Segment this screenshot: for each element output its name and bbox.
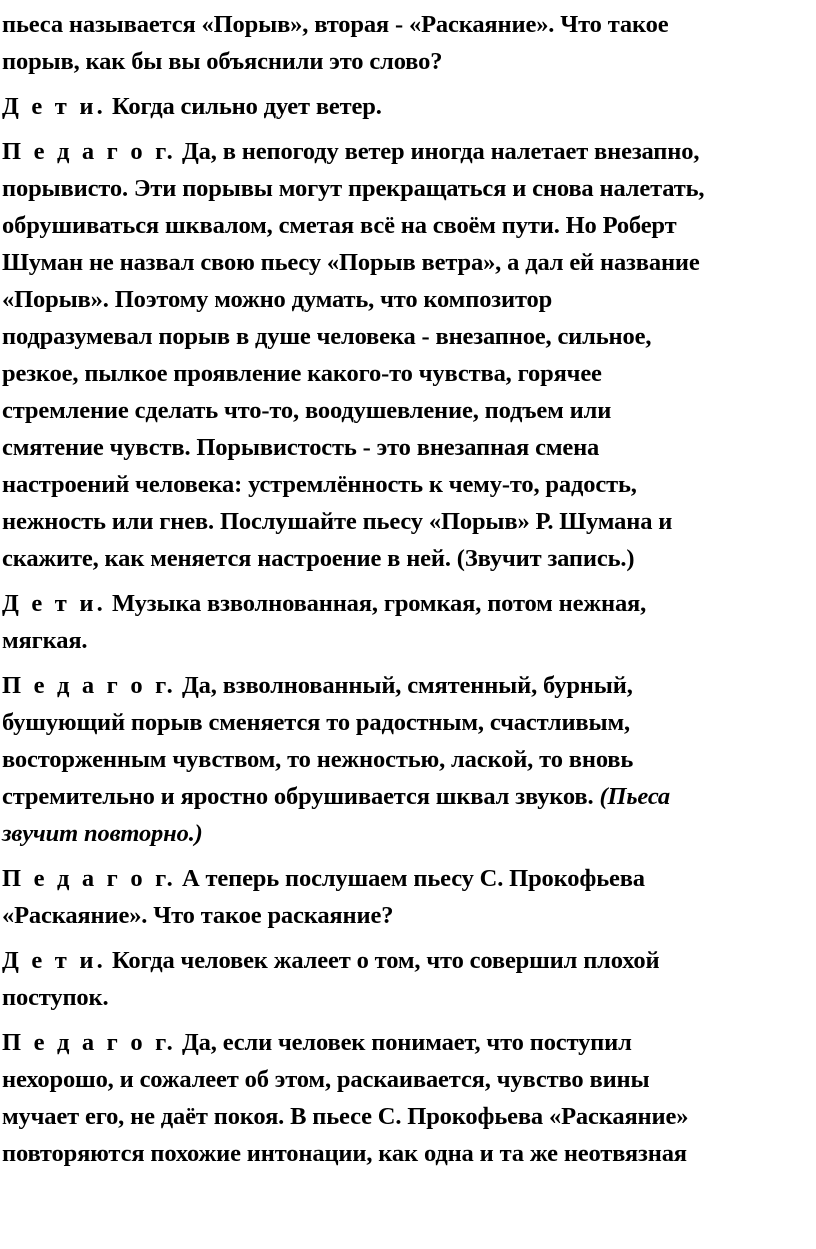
speaker-label: Д е т и. bbox=[2, 590, 106, 617]
text-line: восторженным чувством, то нежностью, лаской, то вновь bbox=[2, 746, 634, 773]
text-line: обрушиваться шквалом, сметая всё на своём пути. Но Роберт bbox=[2, 212, 677, 239]
speaker-label: П е д а г о г. bbox=[2, 1029, 176, 1056]
paragraph-2 bbox=[2, 88, 816, 125]
text-line: мягкая. bbox=[2, 627, 88, 654]
paragraph-7 bbox=[2, 942, 816, 1016]
speech-text: Да, в непогоду ветер иногда налетает внезапно, bbox=[176, 138, 700, 165]
text-line: поступок. bbox=[2, 984, 109, 1011]
text-line bbox=[2, 133, 816, 170]
text-line: бушующий порыв сменяется то радостным, счастливым, bbox=[2, 709, 630, 736]
text-line bbox=[2, 860, 816, 897]
text-line bbox=[2, 88, 816, 125]
stage-direction: (Пьеса bbox=[599, 783, 671, 810]
text-line bbox=[2, 667, 816, 704]
speaker-label: П е д а г о г. bbox=[2, 865, 176, 892]
paragraph-4 bbox=[2, 585, 816, 659]
paragraph-1 bbox=[2, 6, 816, 80]
speech-text: Когда сильно дует ветер. bbox=[105, 93, 382, 120]
text-line bbox=[2, 778, 816, 815]
text-line: резкое, пылкое проявление какого-то чувства, горячее bbox=[2, 360, 602, 387]
text-line: порывисто. Эти порывы могут прекращаться и снова налетать, bbox=[2, 175, 705, 202]
paragraph-8 bbox=[2, 1024, 816, 1172]
text-line: пьеса называется «Порыв», вторая - «Раскаяние». Что такое bbox=[2, 11, 669, 38]
text-line bbox=[2, 585, 816, 622]
speech-text: стремительно и яростно обрушивается шквал звуков. bbox=[2, 783, 600, 810]
text-line: нехорошо, и сожалеет об этом, раскаивается, чувство вины bbox=[2, 1066, 650, 1093]
text-line: повторяются похожие интонации, как одна и та же неотвязная bbox=[2, 1140, 687, 1167]
speaker-label: П е д а г о г. bbox=[2, 672, 176, 699]
text-line: нежность или гнев. Послушайте пьесу «Порыв» Р. Шумана и bbox=[2, 508, 673, 535]
text-line: «Порыв». Поэтому можно думать, что композитор bbox=[2, 286, 553, 313]
paragraph-5 bbox=[2, 667, 816, 852]
text-line bbox=[2, 1024, 816, 1061]
text-line: скажите, как меняется настроение в ней. (Звучит запись.) bbox=[2, 545, 635, 572]
speech-text: Когда человек жалеет о том, что совершил плохой bbox=[105, 947, 660, 974]
text-line: Шуман не назвал свою пьесу «Порыв ветра», а дал ей название bbox=[2, 249, 700, 276]
text-line: мучает его, не даёт покоя. В пьесе С. Прокофьева «Раскаяние» bbox=[2, 1103, 689, 1130]
speaker-label: П е д а г о г. bbox=[2, 138, 176, 165]
text-line: смятение чувств. Порывистость - это внезапная смена bbox=[2, 434, 600, 461]
speech-text: А теперь послушаем пьесу С. Прокофьева bbox=[176, 865, 645, 892]
text-line: порыв, как бы вы объяснили это слово? bbox=[2, 48, 443, 75]
stage-direction: звучит повторно.) bbox=[2, 820, 203, 847]
speech-text: Да, если человек понимает, что поступил bbox=[176, 1029, 632, 1056]
text-line: настроений человека: устремлённость к чему-то, радость, bbox=[2, 471, 637, 498]
text-line: стремление сделать что-то, воодушевление, подъем или bbox=[2, 397, 612, 424]
speaker-label: Д е т и. bbox=[2, 93, 106, 120]
speech-text: Музыка взволнованная, громкая, потом нежная, bbox=[105, 590, 647, 617]
paragraph-3 bbox=[2, 133, 816, 577]
text-line: «Раскаяние». Что такое раскаяние? bbox=[2, 902, 394, 929]
text-line: подразумевал порыв в душе человека - внезапное, сильное, bbox=[2, 323, 652, 350]
text-line bbox=[2, 942, 816, 979]
speech-text: Да, взволнованный, смятенный, бурный, bbox=[176, 672, 633, 699]
paragraph-6 bbox=[2, 860, 816, 934]
speaker-label: Д е т и. bbox=[2, 947, 106, 974]
